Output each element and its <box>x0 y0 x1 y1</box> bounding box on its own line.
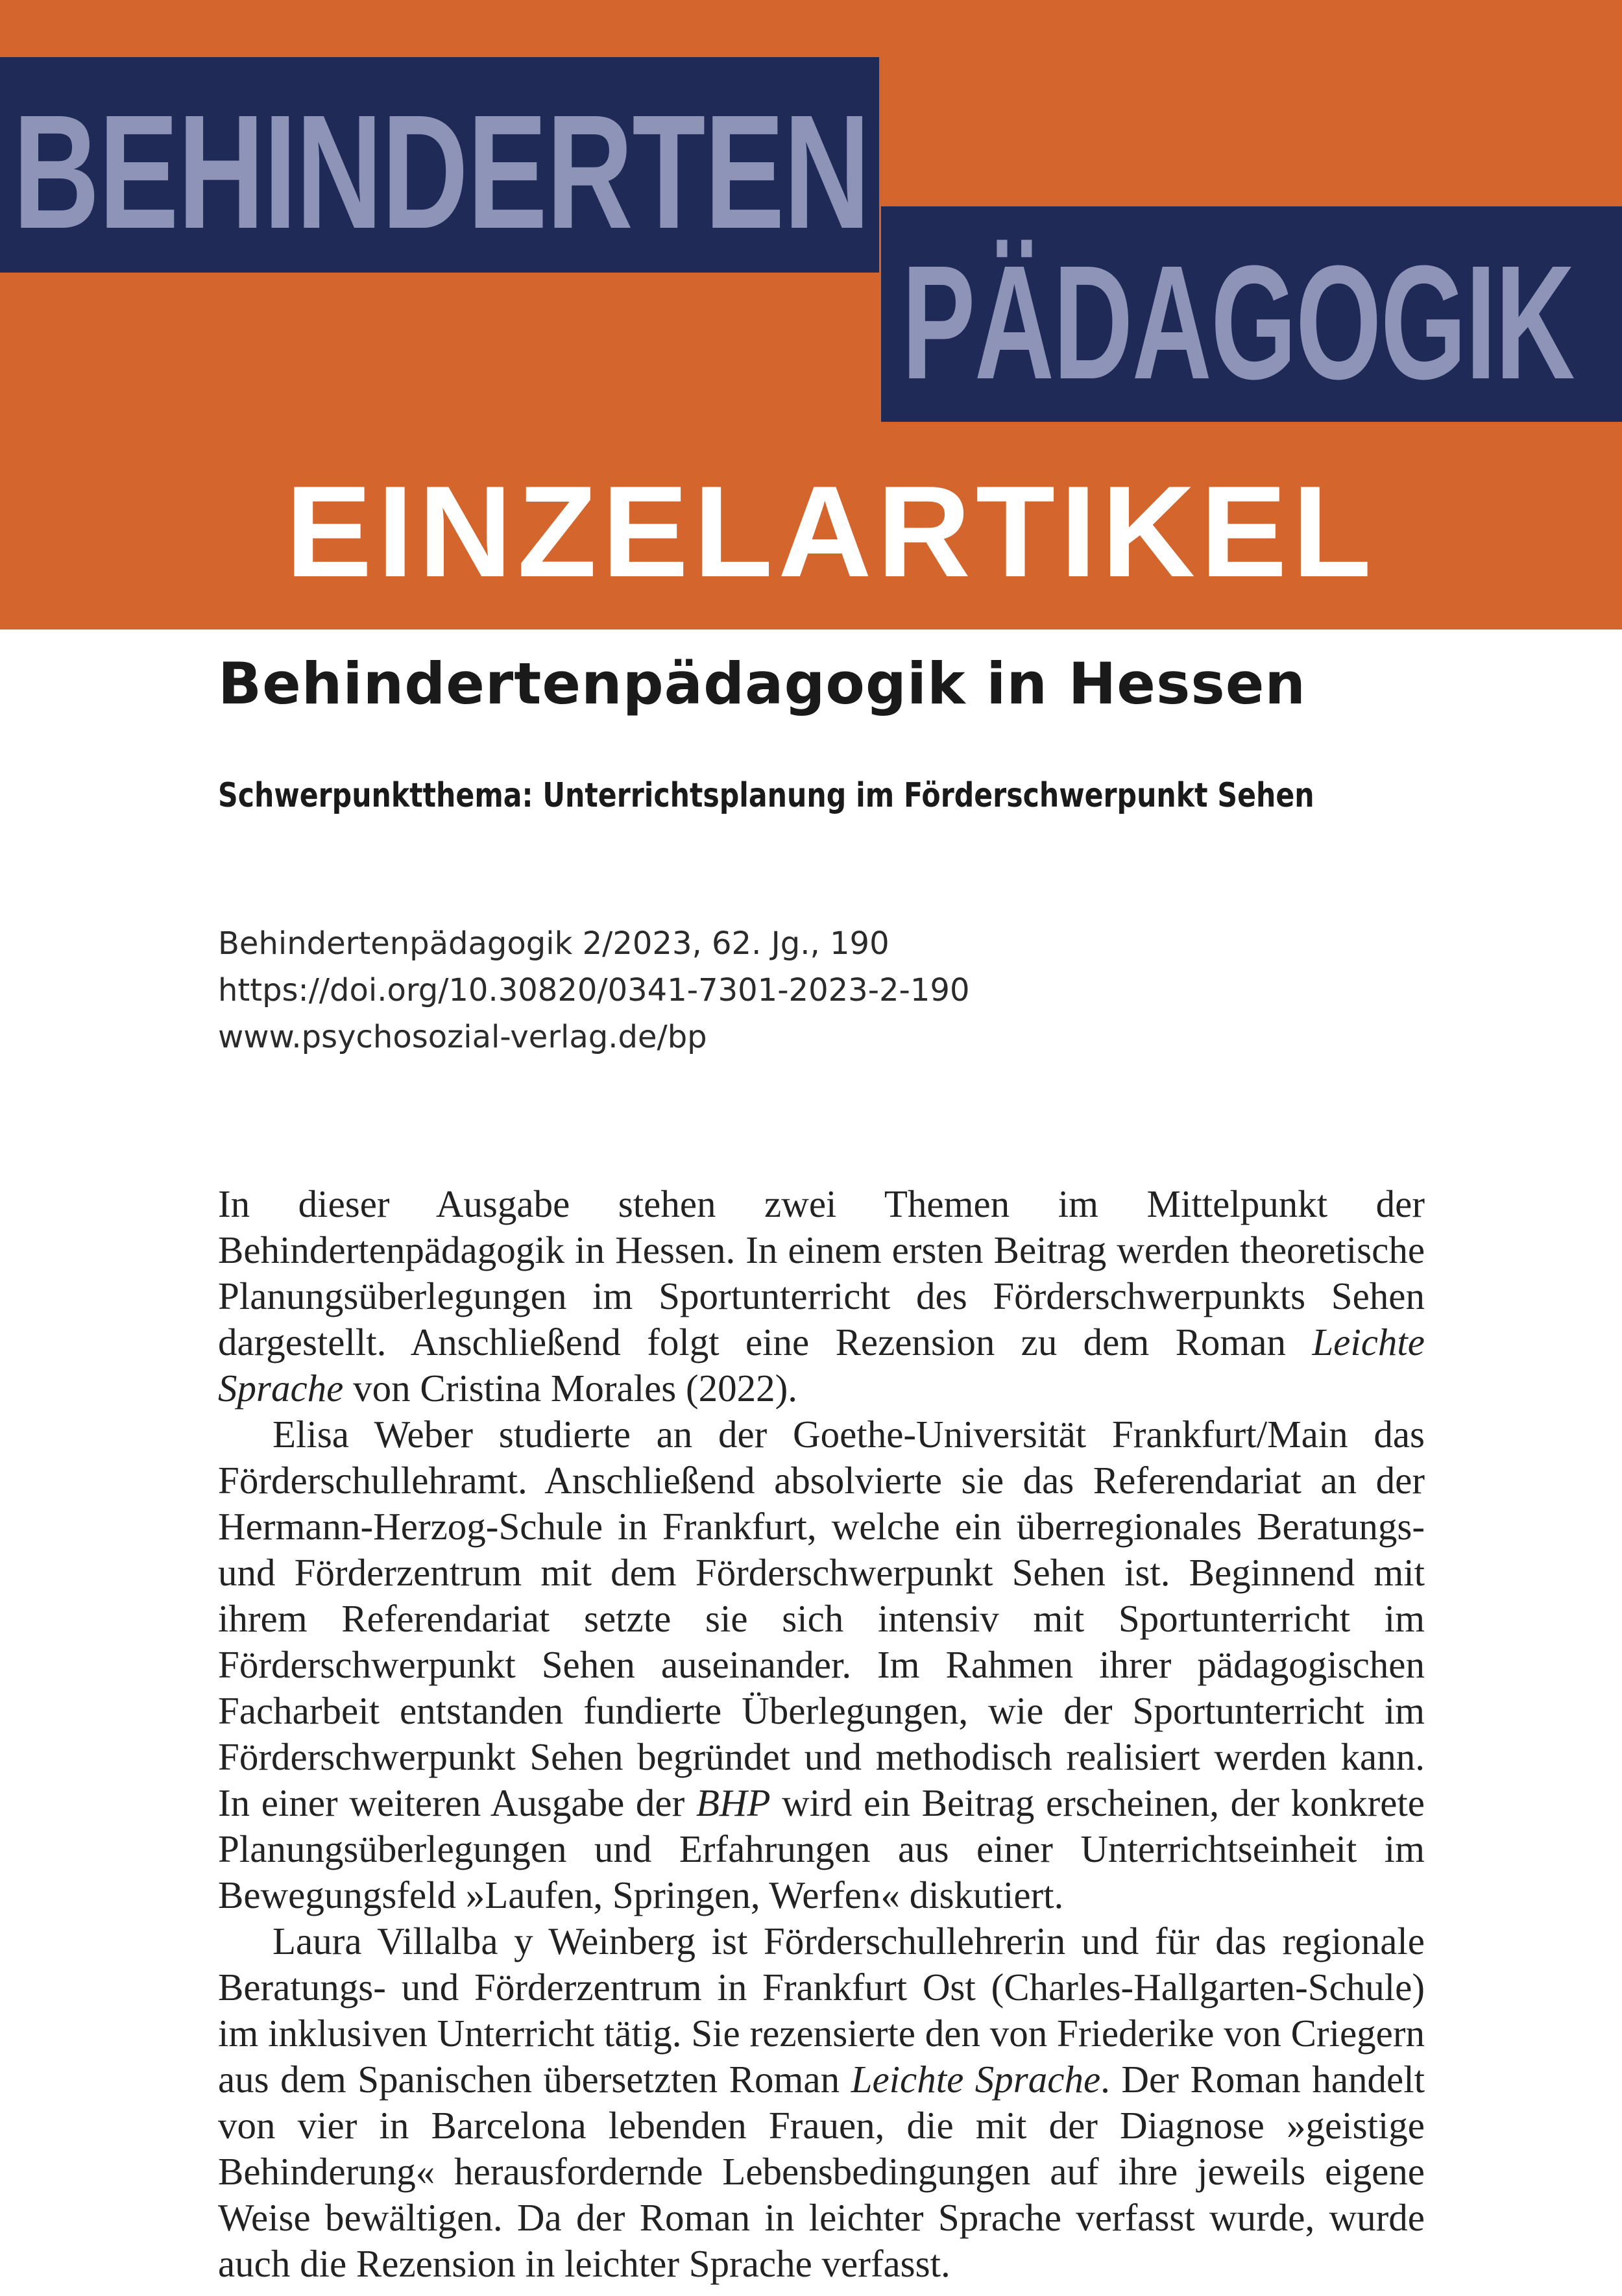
journal-title-line2: PÄDAGOGIK <box>902 232 1575 413</box>
journal-title-line1: BEHINDERTEN <box>13 81 869 262</box>
article-subtitle: Schwerpunktthema: Unterrichtsplanung im Förderschwerpunkt Sehen <box>218 776 1314 815</box>
paragraph-1: In dieser Ausgabe stehen zwei Themen im Mittelpunkt der Behindertenpädagogik in Hessen. In einem ersten Beitrag werden theoretische Planungsüberlegungen im Sportunterricht des Förderschwerpunkts Sehen dargestellt. Anschließend folgt eine Rezension zu dem Roman Leichte Sprache von Cristina Morales (2022). <box>218 1182 1425 1410</box>
citation: Behindertenpädagogik 2/2023, 62. Jg., 190 <box>218 925 890 962</box>
website-link[interactable]: www.psychosozial-verlag.de/bp <box>218 1019 707 1055</box>
article-meta <box>218 920 970 1060</box>
paragraph-2: Elisa Weber studierte an der Goethe-Universität Frankfurt/Main das Förderschullehramt. Anschließend absolvierte sie das Referendariat an der Hermann-Herzog-Schule in Frankfurt, welche ein überregionales Beratungs- und Förderzentrum mit dem Förderschwerpunkt Sehen ist. Beginnend mit ihrem Referendariat setzte sie sich intensiv mit Sportunterricht im Förderschwerpunkt Sehen auseinander. Im Rahmen ihrer pädagogischen Facharbeit entstanden fundierte Überlegungen, wie der Sportunterricht im Förderschwerpunkt Sehen begründet und methodisch realisiert werden kann. In einer weiteren Ausgabe der BHP wird ein Beitrag erscheinen, der konkrete Planungsüberlegungen und Erfahrungen aus einer Unterrichtseinheit im Bewegungsfeld »Laufen, Springen, Werfen« diskutiert. <box>218 1413 1425 1916</box>
article-title: Behindertenpädagogik in Hessen <box>218 650 1307 717</box>
doi-link[interactable]: https://doi.org/10.30820/0341-7301-2023-2-190 <box>218 972 970 1008</box>
banner-einzelartikel: EINZELARTIKEL <box>285 459 1377 604</box>
article-body <box>218 1181 1425 2287</box>
paragraph-3: Laura Villalba y Weinberg ist Förderschullehrerin und für das regionale Beratungs- und Förderzentrum in Frankfurt Ost (Charles-Hallgarten-Schule) im inklusiven Unterricht tätig. Sie rezensierte den von Friederike von Criegern aus dem Spanischen übersetzten Roman Leichte Sprache. Der Roman handelt von vier in Barcelona lebenden Frauen, die mit der Diagnose »geistige Behinderung« herausfordernde Lebensbedingungen auf ihre jeweils eigene Weise bewältigen. Da der Roman in leichter Sprache verfasst wurde, wurde auch die Rezension in leichter Sprache verfasst. <box>218 1920 1425 2285</box>
